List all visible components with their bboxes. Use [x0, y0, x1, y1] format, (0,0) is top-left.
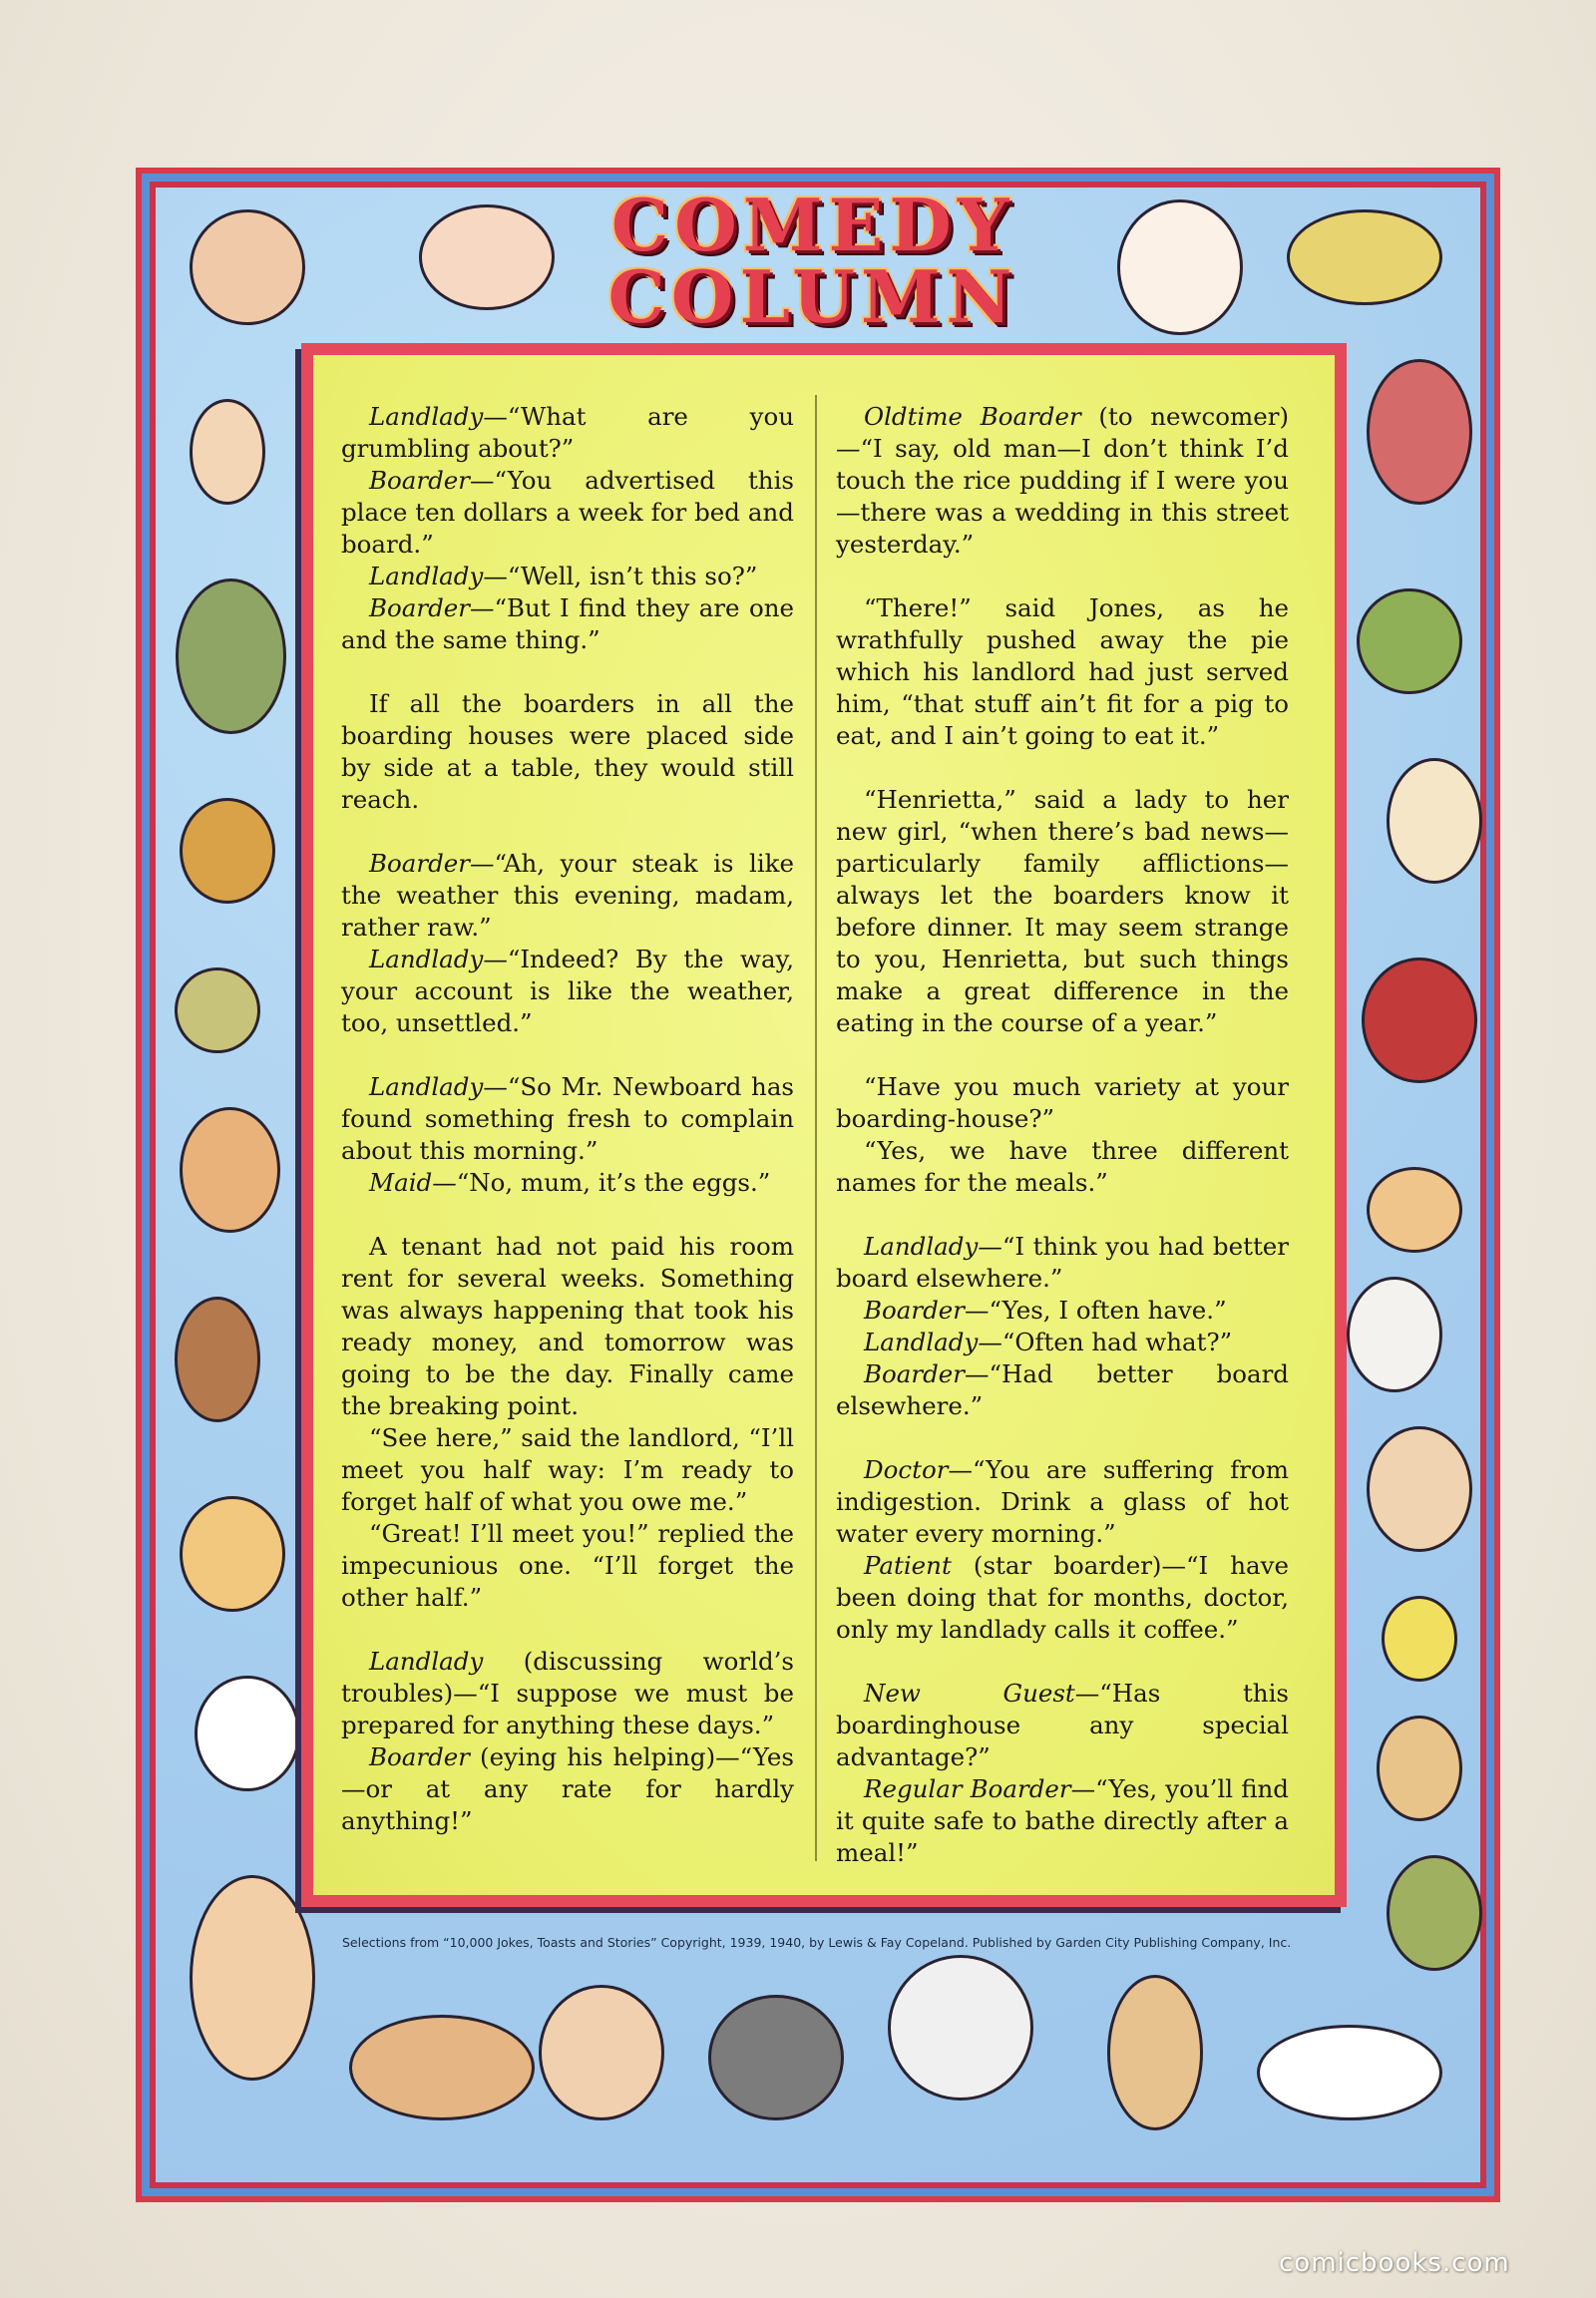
- joke-block: [836, 401, 1289, 561]
- joke-text: —“I think you had better board elsewhere.”: [836, 1232, 1289, 1293]
- joke-paragraph: [341, 401, 794, 465]
- cartoon-figure-clown: [180, 798, 275, 904]
- speaker-name: Landlady: [864, 1328, 979, 1356]
- joke-block: [836, 1071, 1289, 1199]
- joke-block: [836, 1231, 1289, 1422]
- joke-text: —“But I find they are one and the same thing.”: [341, 593, 794, 654]
- speaker-name: Landlady: [369, 562, 484, 590]
- cartoon-figure-child: [190, 399, 265, 505]
- joke-paragraph: [836, 1135, 1289, 1199]
- speaker-name: Landlady: [864, 1232, 979, 1261]
- cartoon-figure-man-face: [180, 1107, 280, 1233]
- joke-paragraph: [836, 1358, 1289, 1422]
- title-line-2: COLUMN: [607, 254, 1018, 339]
- cartoon-figure-couple: [190, 209, 305, 325]
- copyright-footer: Selections from “10,000 Jokes, Toasts and Stories” Copyright, 1939, 1940, by Lewis & Fay Copeland. Published by Garden City Publishing Company, Inc.: [342, 1935, 1292, 1950]
- joke-text: —“Well, isn’t this so?”: [483, 562, 758, 590]
- joke-paragraph: [836, 1231, 1289, 1295]
- joke-block: [341, 1071, 794, 1199]
- joke-block: [341, 1646, 794, 1837]
- comedy-column-title: [594, 183, 1032, 339]
- cartoon-figure-bird: [1382, 1596, 1457, 1682]
- joke-block: [836, 1454, 1289, 1646]
- cartoon-figure-pilot: [1387, 1855, 1482, 1971]
- joke-paragraph: [836, 1773, 1289, 1869]
- joke-text: “See here,” said the landlord, “I’ll meet you half way: I’m ready to forget half of what you owe me.”: [341, 1423, 794, 1516]
- joke-paragraph: [836, 401, 1289, 561]
- cartoon-figure-baby: [175, 1297, 260, 1422]
- joke-paragraph: [341, 1518, 794, 1614]
- joke-paragraph: [836, 784, 1289, 1039]
- speaker-name: Landlady: [369, 1647, 484, 1676]
- joke-paragraph: [341, 944, 794, 1039]
- cartoon-figure-rooftop: [708, 1995, 844, 2120]
- joke-text: “Have you much variety at your boarding-house?”: [836, 1072, 1289, 1133]
- joke-paragraph: [341, 465, 794, 561]
- joke-text: —“Indeed? By the way, your account is like the weather, too, unsettled.”: [341, 945, 794, 1037]
- right-column: [836, 401, 1289, 1901]
- cartoon-figure-old-man: [1387, 758, 1482, 884]
- speaker-name: New Guest: [864, 1679, 1075, 1708]
- joke-block: [341, 848, 794, 1039]
- joke-text: “Henrietta,” said a lady to her new girl, “when there’s bad news—particularly family afflictions—always let the boarders know it before dinner. It may seem strange to you, Henrietta, but such things make a great difference in the eating in the course of a year.”: [836, 785, 1289, 1037]
- joke-text: —“Often had what?”: [978, 1328, 1233, 1356]
- cartoon-figure-girls: [419, 204, 555, 310]
- joke-text: (star boarder)—“I have been doing that for months, doctor, only my landlady calls it coffee.”: [836, 1551, 1289, 1644]
- cartoon-figure-captain: [1367, 1426, 1472, 1552]
- site-watermark: comicbooks.com: [1279, 2248, 1510, 2278]
- speaker-name: Boarder: [864, 1359, 965, 1388]
- speaker-name: Boarder: [864, 1296, 965, 1325]
- joke-text: —“So Mr. Newboard has found something fresh to complain about this morning.”: [341, 1072, 794, 1165]
- joke-paragraph: [836, 1454, 1289, 1550]
- joke-text: —“Ah, your steak is like the weather this evening, madam, rather raw.”: [341, 849, 794, 942]
- speaker-name: Oldtime Boarder: [864, 402, 1081, 431]
- left-column: [341, 401, 794, 1869]
- joke-paragraph: [341, 592, 794, 656]
- cartoon-figure-skater: [1377, 1716, 1462, 1821]
- cartoon-figure-pair: [180, 1496, 285, 1612]
- joke-block: [341, 401, 794, 656]
- joke-text: (discussing world’s troubles)—“I suppose we must be prepared for anything these days.”: [341, 1647, 794, 1739]
- joke-text: —“What are you grumbling about?”: [341, 402, 794, 463]
- speaker-name: Patient: [864, 1551, 952, 1580]
- joke-paragraph: [341, 561, 794, 592]
- joke-text: If all the boarders in all the boarding houses were placed side by side at a table, they would still reach.: [341, 689, 794, 814]
- speaker-name: Maid: [369, 1168, 433, 1197]
- joke-text: (to newcomer)—“I say, old man—I don’t think I’d touch the rice pudding if I were you—there was a wedding in this street yesterday.”: [836, 402, 1289, 559]
- joke-paragraph: [341, 848, 794, 944]
- speaker-name: Boarder: [369, 593, 470, 622]
- joke-text: —“Has this boardinghouse any special advantage?”: [836, 1679, 1289, 1771]
- joke-text: —“You are suffering from indigestion. Drink a glass of hot water every morning.”: [836, 1455, 1289, 1548]
- cartoon-figure-snowman: [195, 1676, 300, 1791]
- speaker-name: Boarder: [369, 466, 470, 495]
- joke-text: “Great! I’ll meet you!” replied the impecunious one. “I’ll forget the other half.”: [341, 1519, 794, 1612]
- joke-text: —“Had better board elsewhere.”: [836, 1359, 1289, 1420]
- joke-text: —“Yes, I often have.”: [964, 1296, 1227, 1325]
- joke-paragraph: [341, 1167, 794, 1199]
- joke-paragraph: [836, 1295, 1289, 1327]
- joke-paragraph: [836, 1327, 1289, 1358]
- cartoon-figure-caped: [1362, 958, 1477, 1083]
- joke-paragraph: [341, 1741, 794, 1837]
- joke-paragraph: [341, 1422, 794, 1518]
- cartoon-figure-woman: [1367, 359, 1472, 505]
- speaker-name: Regular Boarder: [864, 1774, 1071, 1803]
- cartoon-figure-soldier: [176, 578, 286, 734]
- title-line-1: COMEDY: [610, 183, 1015, 267]
- speaker-name: Landlady: [369, 402, 484, 431]
- column-divider: [815, 395, 817, 1861]
- joke-block: [341, 1231, 794, 1614]
- cartoon-figure-kid-sitting: [539, 1985, 664, 2120]
- speaker-name: Landlady: [369, 945, 484, 973]
- joke-paragraph: [836, 592, 1289, 752]
- joke-paragraph: [341, 1071, 794, 1167]
- speaker-name: Boarder: [369, 1742, 470, 1771]
- cartoon-figure-kid-car: [1287, 209, 1442, 305]
- cartoon-figure-sailor: [1347, 1277, 1442, 1392]
- cartoon-figure-heads: [349, 2015, 535, 2120]
- speaker-name: Landlady: [369, 1072, 484, 1101]
- speaker-name: Boarder: [369, 849, 470, 878]
- joke-paragraph: [341, 1646, 794, 1741]
- joke-text: A tenant had not paid his room rent for several weeks. Something was always happening that took his ready money, and tomorrow was going to be the day. Finally came the breaking point.: [341, 1232, 794, 1420]
- joke-paragraph: [836, 1071, 1289, 1135]
- joke-paragraph: [341, 1231, 794, 1422]
- cartoon-figure-boy: [1367, 1167, 1462, 1253]
- joke-paragraph: [341, 688, 794, 816]
- joke-block: [836, 784, 1289, 1039]
- joke-text: —“Yes, you’ll find it quite safe to bathe directly after a meal!”: [836, 1774, 1289, 1867]
- cartoon-figure-boat: [1257, 2025, 1442, 2120]
- joke-block: [836, 1678, 1289, 1869]
- cartoon-figure-gnome: [888, 1955, 1033, 2101]
- jokes-panel: [313, 355, 1335, 1895]
- joke-text: —“You advertised this place ten dollars a week for bed and board.”: [341, 466, 794, 559]
- cartoon-figure-girl-bow: [1107, 1975, 1203, 2130]
- joke-block: [341, 688, 794, 816]
- joke-text: “There!” said Jones, as he wrathfully pushed away the pie which his landlord had just served him, “that stuff ain’t fit for a pig to eat, and I ain’t going to eat it.”: [836, 593, 1289, 750]
- joke-block: [836, 592, 1289, 752]
- cartoon-figure-runner: [1357, 588, 1462, 694]
- joke-paragraph: [836, 1678, 1289, 1773]
- joke-text: (eying his helping)—“Yes—or at any rate for hardly anything!”: [341, 1742, 794, 1835]
- speaker-name: Doctor: [864, 1455, 949, 1484]
- joke-text: —“No, mum, it’s the eggs.”: [432, 1168, 771, 1197]
- cartoon-figure-waiter: [1117, 199, 1243, 335]
- joke-text: “Yes, we have three different names for the meals.”: [836, 1136, 1289, 1197]
- joke-paragraph: [836, 1550, 1289, 1646]
- cartoon-figure-rider: [175, 967, 260, 1053]
